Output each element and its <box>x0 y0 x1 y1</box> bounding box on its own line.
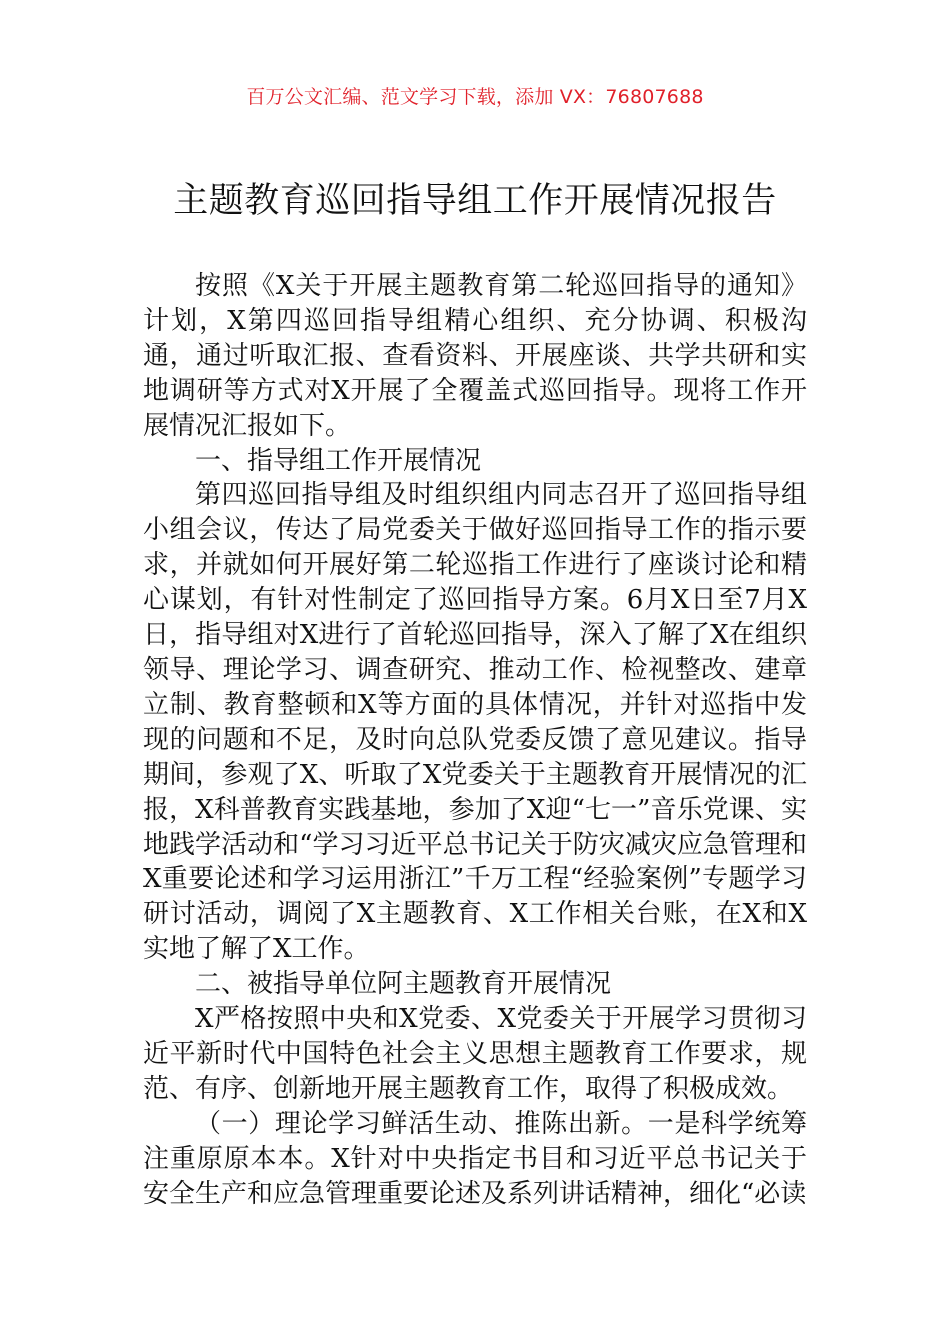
document-body <box>143 269 807 1211</box>
document-title: 主题教育巡回指导组工作开展情况报告 <box>173 181 777 221</box>
intro-paragraph: 按照《X关于开展主题教育第二轮巡回指导的通知》计划，X第四巡回指导组精心组织、充分协调、积极沟通，通过听取汇报、查看资料、开展座谈、共学共研和实地调研等方式对X开展了全覆盖式巡回指导。现将工作开展情况汇报如下。 <box>143 271 807 441</box>
section-heading-2: 二、被指导单位阿主题教育开展情况 <box>195 969 612 1000</box>
section-heading-1: 一、指导组工作开展情况 <box>195 445 482 476</box>
subsection-1-paragraph: （一）理论学习鲜活生动、推陈出新。一是科学统筹注重原原本本。X针对中央指定书目和习近平总书记关于安全生产和应急管理重要论述及系列讲话精神，细化“必读 <box>143 1108 807 1209</box>
promo-header-note: 百万公文汇编、范文学习下载，添加 VX：76807688 <box>246 86 704 108</box>
section-1-paragraph: 第四巡回指导组及时组织组内同志召开了巡回指导组小组会议，传达了局党委关于做好巡回指导工作的指示要求，并就如何开展好第二轮巡指工作进行了座谈讨论和精心谋划，有针对性制定了巡回指导方案。6月X日至7月X日，指导组对X进行了首轮巡回指导，深入了解了X在组织领导、理论学习、调查研究、推动工作、检视整改、建章立制、教育整顿和X等方面的具体情况，并针对巡指中发现的问题和不足，及时向总队党委反馈了意见建议。指导期间，参观了X、听取了X党委关于主题教育开展情况的汇报，X科普教育实践基地，参加了X迎“七一”音乐党课、实地践学活动和“学习习近平总书记关于防灾减灾应急管理和X重要论述和学习运用浙江”千万工程“经验案例”专题学习研讨活动，调阅了X主题教育、X工作相关台账，在X和X实地了解了X工作。 <box>143 480 807 965</box>
section-2-paragraph: X严格按照中央和X党委、X党委关于开展学习贯彻习近平新时代中国特色社会主义思想主题教育工作要求，规范、有序、创新地开展主题教育工作，取得了积极成效。 <box>143 1004 807 1104</box>
